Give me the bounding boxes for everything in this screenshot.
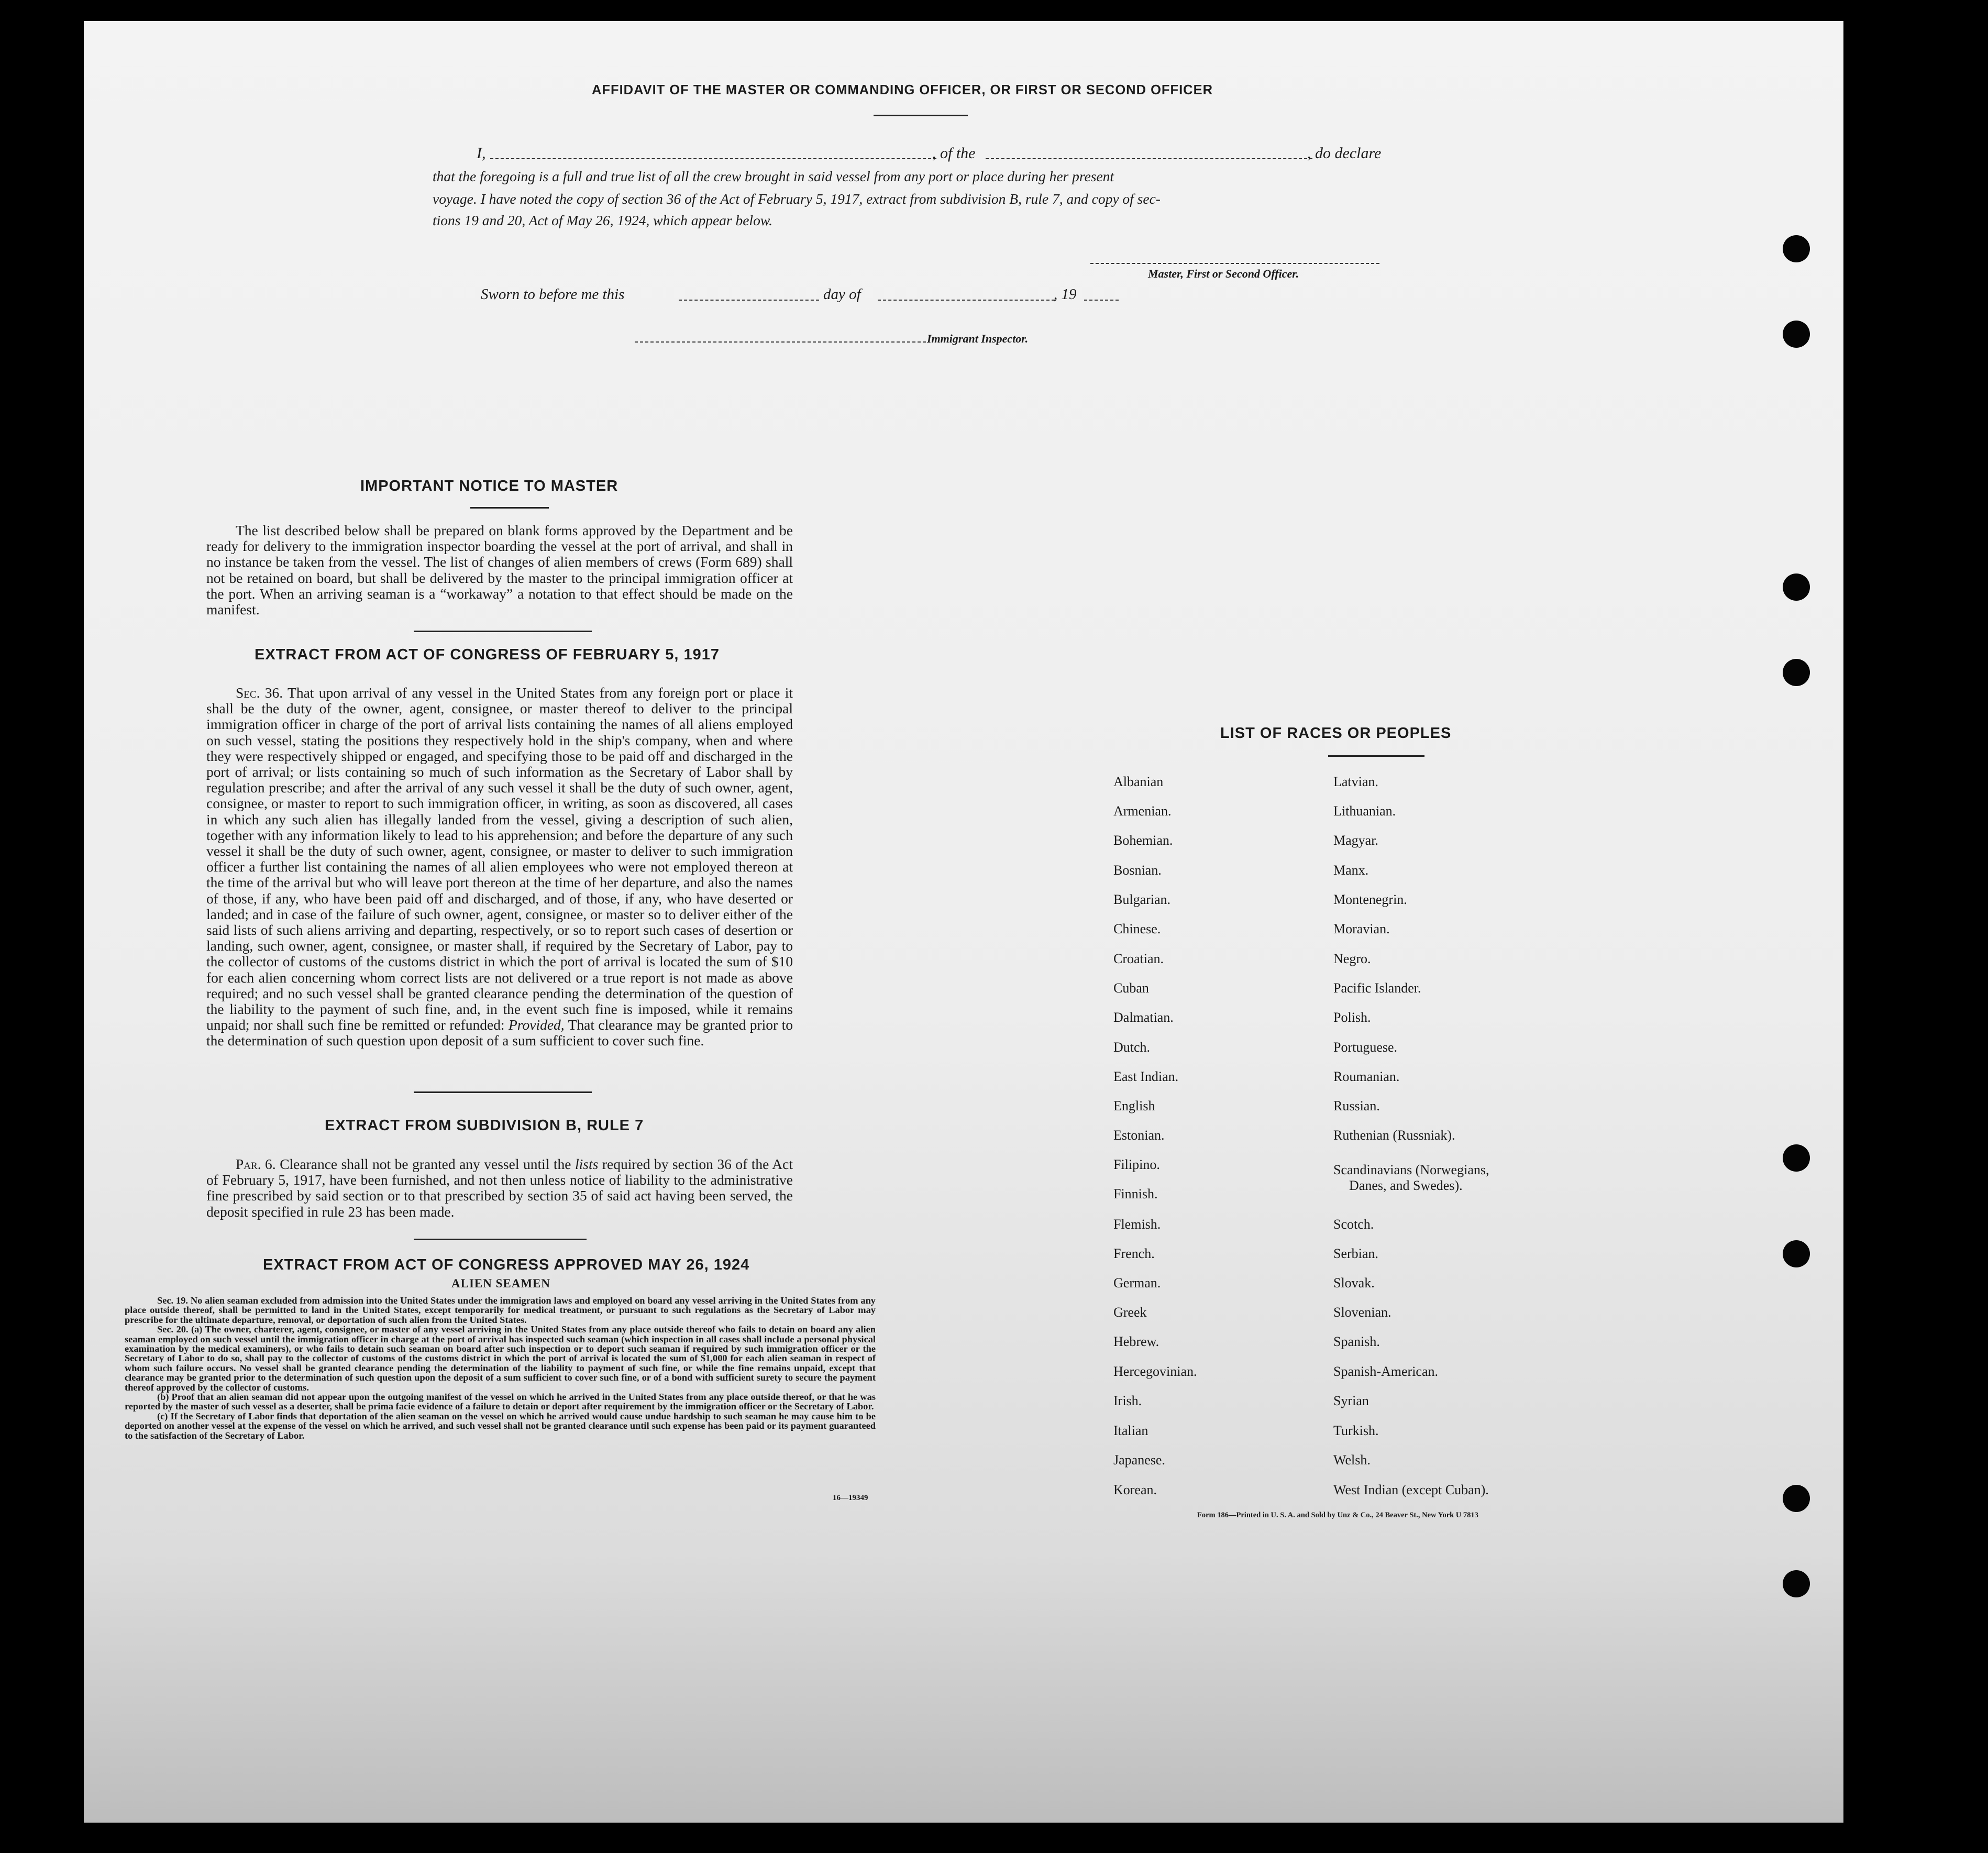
race-item: English <box>1113 1098 1155 1113</box>
race-item: Spanish. <box>1333 1334 1380 1349</box>
rule7-title: EXTRACT FROM SUBDIVISION B, RULE 7 <box>325 1117 644 1134</box>
race-item: Montenegrin. <box>1333 892 1407 907</box>
rule7-text <box>206 1156 793 1220</box>
race-item: Roumanian. <box>1333 1069 1400 1084</box>
race-item: Negro. <box>1333 951 1371 966</box>
i-label: I, <box>477 145 486 162</box>
punch-hole <box>1783 659 1810 686</box>
extract-1924-title: EXTRACT FROM ACT OF CONGRESS APPROVED MAY 26, 1924 <box>263 1256 750 1273</box>
race-item: Hercegovinian. <box>1113 1364 1197 1379</box>
race-item: Russian. <box>1333 1098 1380 1113</box>
divider <box>874 115 968 116</box>
race-item: Irish. <box>1113 1393 1142 1408</box>
race-item: Japanese. <box>1113 1452 1165 1468</box>
lists-term: lists <box>575 1156 599 1172</box>
race-item: Croatian. <box>1113 951 1164 966</box>
race-item: Latvian. <box>1333 774 1378 789</box>
race-item: Lithuanian. <box>1333 803 1396 819</box>
race-item: Turkish. <box>1333 1423 1379 1438</box>
par-6-label: Par. 6. <box>236 1156 276 1172</box>
notice-title: IMPORTANT NOTICE TO MASTER <box>360 478 619 494</box>
punch-hole <box>1783 573 1810 601</box>
race-item: Ruthenian (Russniak). <box>1333 1128 1455 1143</box>
section-20a-text: Sec. 20. (a) The owner, charterer, agent, consignee, or master of any vessel arriving in the United States from any place outside thereof who fails to detain on board any alien seaman employed on such vessel until the immigration officer in charge at the port of arrival has inspected such seaman (which inspection in all cases shall include a personal physical examination by the medical examiners), or who fails to detain such seaman on board after such inspection or to deport such seaman if required by such immigration officer or the Secretary of Labor to do so, shall pay to the collector of customs of the customs district in which the port of arrival is located the sum of $1,000 for each alien seaman in respect of whom such failure occurs. No vessel shall be granted clearance pending the determination of the liability to payment of such fine, or while the fine remains unpaid, except that clearance may be granted prior to the determination of such question upon the deposit of a sum sufficient to cover such fine, or of a bond with sufficient surety to secure the payment thereof approved by the collector of customs. <box>125 1324 876 1393</box>
race-item: Filipino. <box>1113 1157 1160 1172</box>
race-item: Manx. <box>1333 863 1369 878</box>
section-36-body: That upon arrival of any vessel in the United States from any foreign port or place it shall be the duty of the owner, agent, consignee, or master thereof to deliver to the principal immigration officer in charge of the port of arrival lists containing the names of all aliens employed on such vessel, stating the positions they respectively hold in the ship's company, when and where they were respectively shipped or engaged, and specifying those to be paid off and discharged in the port of arrival; or lists containing so much of such information as the Secretary of Labor shall by regulation prescribe; and after the arrival of any such vessel it shall be the duty of such owner, agent, consignee, or master to report to such immigration officer, in writing, as soon as discovered, all cases in which any such alien has illegally landed from the vessel, giving a description of such alien, together with any information likely to lead to his apprehension; and before the departure of any such vessel it shall be the duty of such owner, agent, consignee, or master to deliver to such immigration officer a further list containing the names of all alien employees who were not employed thereon at the time of the arrival but who will leave port thereon at the time of her departure, and also the names of those, if any, who have been paid off and discharged, and of those, if any, who have deserted or landed; and in case of the failure of such owner, agent, consignee, or master so to deliver either of the said lists of such aliens arriving and departing, respectively, or so to report such cases of desertion or landing, such owner, agent, consignee, or master shall, if required by the Secretary of Labor, pay to the collector of customs of the customs district in which the port of arrival is located the sum of $10 for each alien concerning whom correct lists are not delivered or a true report is not made as above required; and no such vessel shall be granted clearance pending the determination of the question of the liability to the payment of such fine, and, in the event such fine is imposed, while it remains unpaid; nor shall such fine be remitted or refunded: <box>206 685 793 1033</box>
year-blank <box>1084 300 1119 301</box>
race-item: Finnish. <box>1113 1186 1158 1201</box>
race-item: Albanian <box>1113 774 1164 789</box>
punch-hole <box>1783 235 1810 262</box>
race-item: Polish. <box>1333 1010 1371 1025</box>
master-signature-label: Master, First or Second Officer. <box>1148 267 1299 280</box>
divider <box>414 1239 587 1240</box>
extract-1917-text <box>206 685 793 1049</box>
month-blank <box>878 300 1055 301</box>
divider <box>414 631 592 632</box>
race-item: Bohemian. <box>1113 833 1173 848</box>
race-item: Spanish-American. <box>1333 1364 1439 1379</box>
race-item: Moravian. <box>1333 921 1390 936</box>
affidavit-title: AFFIDAVIT OF THE MASTER OR COMMANDING OFFICER, OR FIRST OR SECOND OFFICER <box>592 83 1213 97</box>
alien-seamen-subtitle: ALIEN SEAMEN <box>451 1277 551 1290</box>
punch-hole <box>1783 1570 1810 1597</box>
vessel-blank <box>986 158 1312 159</box>
divider <box>1328 755 1424 757</box>
section-20c-text: (c) If the Secretary of Labor finds that deportation of the alien seaman on the vessel on which he arrived would cause undue hardship to such seaman he may cause him to be deported on another vessel at the expense of the vessel on which he arrived, and such vessel shall not be granted clearance until such expense has been paid or its payment guaranteed to the satisfaction of the Secretary of Labor. <box>125 1410 876 1441</box>
race-item: Slovak. <box>1333 1275 1375 1291</box>
sworn-label: Sworn to before me this <box>481 286 625 303</box>
name-blank <box>490 158 936 159</box>
race-item: Hebrew. <box>1113 1334 1159 1349</box>
race-item: Pacific Islander. <box>1333 980 1421 996</box>
race-item: Portuguese. <box>1333 1040 1398 1055</box>
race-item: West Indian (except Cuban). <box>1333 1482 1489 1497</box>
race-item: Danes, and Swedes). <box>1349 1178 1463 1193</box>
of-the-label: , of the <box>932 145 976 162</box>
affidavit-line1 <box>477 145 1409 163</box>
race-item: Serbian. <box>1333 1246 1378 1261</box>
race-item: Estonian. <box>1113 1128 1165 1143</box>
race-item: Syrian <box>1333 1393 1369 1408</box>
race-item: Armenian. <box>1113 803 1172 819</box>
race-item: French. <box>1113 1246 1155 1261</box>
race-item: Dutch. <box>1113 1040 1151 1055</box>
do-declare-label: , do declare <box>1307 145 1382 162</box>
form-number: 16—19349 <box>833 1494 868 1502</box>
day-blank <box>679 300 819 301</box>
extract-1917-title: EXTRACT FROM ACT OF CONGRESS OF FEBRUARY 5, 1917 <box>255 646 720 663</box>
section-19-text: Sec. 19. No alien seaman excluded from admission into the United States under the immigration laws and employed on board any vessel arriving in the United States from any place outside thereof, shall be permitted to land in the United States, except temporarily for medical treatment, or pursuant to such regulations as the Secretary of Labor may prescribe for the ultimate departure, removal, or deportation of such alien from the United States. <box>125 1295 876 1325</box>
race-item: Scandinavians (Norwegians, <box>1333 1162 1489 1177</box>
race-item: Korean. <box>1113 1482 1157 1497</box>
year-label: , 19 <box>1054 286 1077 303</box>
punch-hole <box>1783 1240 1810 1267</box>
race-item: Magyar. <box>1333 833 1378 848</box>
race-item: Cuban <box>1113 980 1149 996</box>
rule7-body-a: Clearance shall not be granted any vessel until the <box>280 1156 571 1172</box>
inspector-signature-line <box>635 341 926 343</box>
race-item: German. <box>1113 1275 1161 1291</box>
race-item: Flemish. <box>1113 1217 1161 1232</box>
extract-1924-text <box>125 1296 876 1440</box>
inspector-label: Immigrant Inspector. <box>927 332 1029 345</box>
divider <box>414 1091 592 1093</box>
race-item: Italian <box>1113 1423 1148 1438</box>
race-item: Welsh. <box>1333 1452 1371 1468</box>
races-title: LIST OF RACES OR PEOPLES <box>1220 725 1452 742</box>
race-item: Greek <box>1113 1305 1147 1320</box>
race-item: Bosnian. <box>1113 863 1162 878</box>
section-36-label: Sec. 36. <box>236 685 283 701</box>
affidavit-line4: tions 19 and 20, Act of May 26, 1924, which appear below. <box>433 212 773 228</box>
affidavit-line3: voyage. I have noted the copy of section 36 of the Act of February 5, 1917, extract from subdivision B, rule 7, and copy of sec- <box>433 191 1161 207</box>
punch-hole <box>1783 1485 1810 1512</box>
day-of-label: day of <box>823 286 861 303</box>
rule7-body-b: required by section 36 of the Act of February 5, 1917, have been furnished, and not then unless notice of liability to the administrative fine prescribed by said section or to that prescribed by section 35 of said act having been served, the deposit specified in rule 23 has been made. <box>206 1156 793 1220</box>
race-item: Bulgarian. <box>1113 892 1171 907</box>
race-item: Scotch. <box>1333 1217 1374 1232</box>
affidavit-line2: that the foregoing is a full and true list of all the crew brought in said vessel from any port or place during her present <box>433 168 1114 184</box>
printer-footer: Form 186—Printed in U. S. A. and Sold by Unz & Co., 24 Beaver St., New York U 7813 <box>1197 1511 1478 1519</box>
master-signature-line <box>1090 263 1379 264</box>
race-item: Chinese. <box>1113 921 1161 936</box>
race-item: East Indian. <box>1113 1069 1179 1084</box>
section-36-tail: That clearance may be granted prior to the determination of such question upon deposit of a sum sufficient to cover such fine. <box>206 1017 793 1049</box>
punch-hole <box>1783 321 1810 348</box>
divider <box>470 507 549 509</box>
sworn-line <box>481 286 1120 305</box>
race-item: Slovenian. <box>1333 1305 1391 1320</box>
provided-term: Provided, <box>509 1017 565 1033</box>
notice-text: The list described below shall be prepared on blank forms approved by the Department and be ready for delivery to the immigration inspector boarding the vessel at the port of arrival, and shall in no instance be taken from the vessel. The list of changes of alien members of crews (Form 689) shall not be retained on board, but shall be delivered by the master to the principal immigration officer at the port. When an arriving seaman is a “workaway” a notation to that effect should be made on the manifest. <box>206 522 793 618</box>
punch-hole <box>1783 1144 1810 1172</box>
race-item: Dalmatian. <box>1113 1010 1174 1025</box>
section-20b-text: (b) Proof that an alien seaman did not appear upon the outgoing manifest of the vessel on which he arrived in the United States from any place outside thereof, or that he was reported by the master of such vessel as a deserter, shall be prima facie evidence of a failure to detain or deport after requirement by the immigration officer or the Secretary of Labor. <box>125 1392 876 1412</box>
